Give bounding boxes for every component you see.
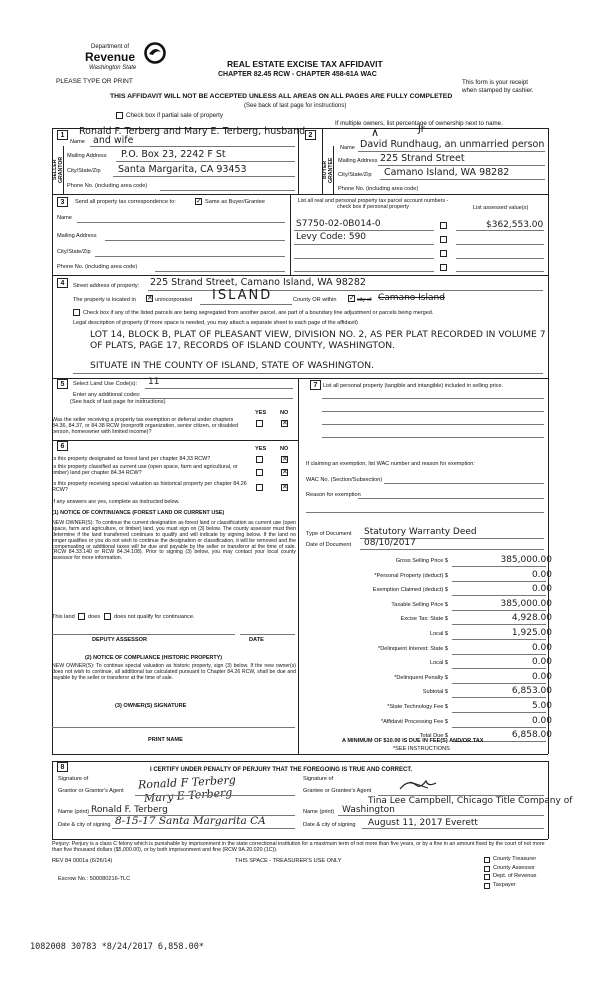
parcel4-personal-checkbox[interactable]	[440, 264, 447, 271]
corr-mail-label: Mailing Address	[57, 233, 97, 239]
parcel1-personal-checkbox[interactable]	[440, 222, 447, 229]
segregated-checkbox[interactable]	[73, 309, 80, 316]
assessed-value-1: $362,553.00	[486, 220, 544, 230]
deputy-assessor-label: DEPUTY ASSESSOR	[92, 637, 148, 643]
seller-phone-label: Phone No. (including area code)	[67, 183, 148, 189]
buyer-mail-label: Mailing Address	[338, 158, 378, 164]
grantor-print-label: Name (print)	[58, 809, 90, 815]
city-of-value: Camano Island	[378, 293, 445, 303]
tax-row-value: 5.00	[531, 701, 552, 711]
s6-yes-header: YES	[255, 446, 267, 452]
receipt-note2: when stamped by cashier.	[462, 87, 534, 94]
distribution-label: County Treasurer	[493, 856, 537, 862]
tax-row-line	[452, 566, 546, 567]
seller-grantor-label: SELLER GRANTOR	[52, 156, 64, 184]
owner-signature-label: (3) OWNER(S) SIGNATURE	[115, 703, 187, 709]
unincorporated-checkbox[interactable]: ✕	[147, 295, 153, 302]
buyer-name-caret: ∧	[371, 127, 380, 139]
certify-statement: I CERTIFY UNDER PENALTY OF PERJURY THAT THE FOREGOING IS TRUE AND CORRECT.	[150, 767, 413, 773]
segregated-label: Check box if any of the listed parcels are being segregated from another parcel, are part of a boundary line adjustment or parcels being merged.	[83, 310, 434, 316]
warning-text: THIS AFFIDAVIT WILL NOT BE ACCEPTED UNLESS ALL AREAS ON ALL PAGES ARE FULLY COMPLETED	[110, 93, 453, 100]
buyer-grantee-label: BUYER GRANTEE	[322, 157, 334, 183]
section6-number: 6	[57, 441, 68, 451]
parcel2-personal-checkbox[interactable]	[440, 236, 447, 243]
legal-description-label: Legal description of property (if more space is needed, you may attach a separate sheet to each page of the affidavit)	[73, 320, 358, 326]
send-correspondence-label: Send all property tax correspondence to:	[75, 199, 176, 205]
distribution-label: Taxpayer	[493, 881, 516, 888]
tax-row-value: 0.00	[531, 715, 552, 726]
land-does-not-label: does not qualify for continuance.	[114, 614, 195, 620]
distribution-checkbox[interactable]	[484, 874, 490, 880]
tax-row-label: *State Technology Fee $	[387, 704, 448, 710]
tax-row-label: *Affidavit Processing Fee $	[380, 718, 448, 725]
additional-codes-note: (See back of last page for instructions)	[70, 399, 166, 405]
tax-row-label: *Personal Property (deduct) $	[374, 572, 448, 579]
assessed-header: List assessed value(s)	[473, 205, 529, 211]
distribution-checkbox[interactable]	[484, 883, 490, 889]
doc-date-label: Date of Document	[306, 542, 352, 548]
s6-q3-no[interactable]: ✕	[282, 484, 288, 491]
tax-row-value: 0.00	[531, 671, 552, 682]
wac-label: WAC No. (Section/Subsection)	[306, 477, 383, 483]
tax-row-label: Local $	[429, 660, 448, 667]
seller-city-label: City/State/Zip	[67, 168, 101, 174]
parcel-number-1: S7750-02-0B014-0	[296, 219, 381, 229]
s5-no-checkbox[interactable]: ✕	[282, 420, 288, 427]
agency-line2: Revenue	[85, 50, 136, 64]
unincorporated-label: unincorporated	[155, 297, 193, 303]
tax-row-label: Taxable Selling Price $	[391, 601, 448, 608]
distribution-label: Dept. of Revenue	[493, 873, 537, 880]
grantor-print-value: Ronald F. Terberg	[91, 805, 168, 815]
levy-code: Levy Code: 590	[296, 232, 367, 242]
distribution-checkbox[interactable]	[484, 857, 490, 863]
tax-row-line	[452, 683, 546, 684]
section1-number: 1	[57, 130, 68, 140]
s5-yes-checkbox[interactable]	[256, 420, 263, 427]
land-use-value: 11	[148, 377, 160, 387]
print-note: PLEASE TYPE OR PRINT	[56, 78, 133, 85]
seller-name-line2: and wife	[93, 135, 134, 146]
corr-phone-label: Phone No. (including area code)	[57, 264, 138, 270]
recording-stamp: 1082008 30783 *8/24/2017 6,858.00*	[30, 942, 204, 952]
tax-row-line	[452, 610, 546, 611]
tax-row-line	[452, 624, 546, 625]
s6-current-use-question: Is this property classified as current use (open space, farm and agricultural, or timber) land per chapter 84.34 RCW?	[52, 464, 238, 477]
seller-name-label: Name	[70, 139, 85, 145]
land-use-label: Select Land Use Code(s):	[73, 381, 138, 387]
escrow-number: Escrow No.: 500080216-TLC	[58, 876, 131, 882]
section5-number: 5	[57, 379, 68, 389]
notice-continuance-title: (1) NOTICE OF CONTINUANCE (FOREST LAND OR CURRENT USE)	[52, 510, 225, 516]
grantee-signature-label: Signature of	[303, 776, 334, 782]
notice-compliance-text: NEW OWNER(S): To continue special valuation as historic property, sign (3) below. If the new owner(s) does not wish to continue, all additional tax calculated pursuant to Chapter 84.26 RCW, shall be due and payable by the seller or transferor at the time of sale.	[52, 663, 296, 681]
notice-continuance-text: NEW OWNER(S): To continue the current designation as forest land or classification as current use (open space, farm and agriculture, or timber) land, you must sign on (3) below. The county assessor must then determine if the land transferred continues to qualify and will indicate by signing below. If the land no longer qualifies or you do not wish to continue the designation or classification, it will be removed and the compensating or additional taxes will be due and payable by the seller or transferor at the time of sale. (RCW 84.33.140 or RCW 84.34.108). Prior to signing (3) below, you may contact your local county assessor for more information.	[52, 520, 296, 562]
city-of-label: city of	[357, 297, 372, 303]
section4-number: 4	[57, 278, 68, 288]
exemption-label: If claiming an exemption, list WAC number and reason for exemption:	[306, 461, 475, 467]
buyer-name-note: Jr	[418, 124, 425, 135]
agency-line1: Department of	[91, 44, 130, 50]
land-does-label: does	[88, 614, 101, 620]
tax-row-label: *Delinquent Interest: State $	[378, 645, 448, 652]
dor-swirl-icon	[144, 42, 166, 64]
tax-row-value: 4,928.00	[511, 613, 552, 624]
tax-row-line	[452, 581, 546, 582]
form-revision: REV 84 0001a (6/26/14)	[52, 858, 113, 864]
seller-mail-label: Mailing Address	[67, 153, 107, 159]
s6-q1-no[interactable]: ✕	[282, 456, 288, 463]
same-as-buyer-checkbox[interactable]: ✓	[196, 198, 202, 205]
treasurer-space-label: THIS SPACE - TREASURER'S USE ONLY	[235, 858, 342, 864]
doc-type-label: Type of Document	[306, 531, 352, 537]
tax-row-line	[452, 668, 546, 669]
grantor-agent-label: Grantor or Grantor's Agent	[58, 788, 124, 794]
tax-row-value: 385,000.00	[500, 598, 552, 609]
form-chapter: CHAPTER 82.45 RCW - CHAPTER 458-61A WAC	[218, 71, 377, 78]
grantor-signature-label: Signature of	[58, 776, 89, 782]
s6-no-header: NO	[280, 446, 289, 452]
grantor-date-label: Date & city of signing	[58, 822, 111, 828]
if-yes-note: If any answers are yes, complete as instructed below.	[52, 499, 180, 505]
see-instructions-note: *SEE INSTRUCTIONS	[393, 746, 450, 752]
tax-row-line	[452, 697, 546, 698]
partial-sale-checkbox[interactable]	[116, 112, 123, 119]
tax-row-line	[452, 712, 546, 713]
tax-row-line	[452, 654, 546, 655]
s6-q2-yes[interactable]	[256, 469, 263, 476]
s5-yes-header: YES	[255, 410, 267, 416]
corr-city-label: City/State/Zip	[57, 249, 91, 255]
additional-codes-label: Enter any additional codes:	[73, 392, 141, 398]
grantee-print-value2: Washington	[342, 805, 395, 815]
tax-row-label: Gross Selling Price $	[395, 558, 448, 564]
same-as-buyer-label: Same as Buyer/Grantee	[205, 199, 266, 205]
buyer-city-label: City/State/Zip	[338, 172, 372, 178]
exemption-reason-label: Reason for exemption	[306, 492, 361, 498]
tax-row-label: Total Due $	[419, 733, 448, 740]
land-does-not-checkbox[interactable]	[104, 613, 111, 620]
legal-line3: SITUATE IN THE COUNTY OF ISLAND, STATE OF WASHINGTON.	[90, 360, 374, 371]
grantee-date-value: August 11, 2017 Everett	[368, 818, 478, 828]
grantor-signature-2: Mary E Terberg	[143, 785, 233, 806]
distribution-checkbox[interactable]	[484, 866, 490, 872]
section3-number: 3	[57, 197, 68, 207]
s6-q1-yes[interactable]	[256, 456, 263, 463]
tax-row-value: 0.00	[531, 642, 552, 653]
partial-sale-label: Check box if partial sale of property	[126, 112, 223, 119]
legal-line2: OF PLATS, PAGE 17, RECORDS OF ISLAND COUNTY, WASHINGTON.	[90, 340, 396, 351]
minimum-due-note: A MINIMUM OF $10.00 IS DUE IN FEE(S) AND/OR TAX	[342, 738, 484, 744]
land-qualify-label: This land	[52, 614, 75, 620]
tax-row-value: 1,925.00	[511, 628, 552, 638]
buyer-phone-label: Phone No. (including area code)	[338, 186, 419, 192]
legal-line1: LOT 14, BLOCK B, PLAT OF PLEASANT VIEW, DIVISION NO. 2, AS PER PLAT RECORDED IN VOLUME 7	[90, 329, 546, 340]
personal-property-label: List all personal property (tangible and intangible) included in selling price.	[323, 383, 504, 389]
located-in-label: The property is located in	[73, 297, 136, 303]
tax-row-line	[452, 595, 546, 596]
land-does-checkbox[interactable]	[78, 613, 85, 620]
grantee-print-label: Name (print)	[303, 809, 335, 815]
buyer-name-label: Name	[340, 145, 355, 151]
print-name-label: PRINT NAME	[148, 737, 183, 743]
deputy-date-label: DATE	[249, 637, 264, 643]
tax-row-label: Excise Tax: State $	[400, 616, 448, 623]
grantee-print-value1: Tina Lee Campbell, Chicago Title Company of	[368, 796, 573, 806]
receipt-note: This form is your receipt	[462, 79, 529, 86]
grantee-signature-icon	[398, 777, 438, 793]
doc-type-value: Statutory Warranty Deed	[364, 527, 477, 537]
tax-row-line	[452, 639, 546, 640]
corr-name-label: Name	[57, 215, 72, 221]
tax-row-value: 385,000.00	[500, 555, 552, 565]
buyer-name-value: David Rundhaug, an unmarried person	[360, 139, 545, 150]
tax-row-label: Subtotal $	[422, 689, 448, 696]
section8-number: 8	[57, 762, 68, 772]
city-of-checkbox[interactable]: ✓	[349, 295, 355, 302]
tax-row-value: 0.00	[531, 657, 552, 668]
tax-row-label: Exemption Claimed (deduct) $	[372, 587, 448, 594]
doc-date-value: 08/10/2017	[364, 538, 416, 548]
grantor-signature-1: Ronald F Terberg	[137, 773, 237, 792]
s6-q3-yes[interactable]	[256, 484, 263, 491]
county-or-within-label: County OR within	[293, 297, 337, 303]
grantor-date-value: 8-15-17 Santa Margarita CA	[115, 815, 266, 827]
county-handwritten: ISLAND	[212, 288, 273, 303]
parcel3-personal-checkbox[interactable]	[440, 250, 447, 257]
tax-row-label: Local $	[429, 631, 448, 637]
s6-historic-question: Is this property receiving special valuation as historical property per chapter 84.26 RCW?	[52, 481, 247, 494]
tax-row-label: *Delinquent Penalty $	[394, 674, 448, 681]
agency-line3: Washington State	[89, 65, 137, 71]
form-title: REAL ESTATE EXCISE TAX AFFIDAVIT	[227, 59, 383, 69]
s6-forest-question: Is this property designated as forest land per chapter 84.33 RCW?	[52, 456, 211, 462]
section7-number: 7	[310, 380, 321, 390]
section2-number: 2	[305, 130, 316, 140]
s6-q2-no[interactable]: ✕	[282, 469, 288, 476]
perjury-notice: Perjury: Perjury is a class C felony which is punishable by imprisonment in the state correctional institution for a maximum term of not more than five years, or by a fine in an amount fixed by the court of not more than five thousand dollars ($5,000.00), or by both imprisonment and fine (RCW 9A.20.020 (1C)).	[52, 841, 545, 854]
tax-row-value: 0.00	[531, 569, 552, 580]
tax-row-value: 0.00	[531, 584, 552, 595]
tax-row-line	[452, 727, 546, 728]
tax-row-value: 6,853.00	[511, 686, 552, 697]
dor-logo	[85, 42, 170, 82]
street-address-value: 225 Strand Street, Camano Island, WA 98282	[150, 277, 366, 288]
street-address-label: Street address of property:	[73, 283, 140, 289]
distribution-label: County Assessor	[493, 864, 535, 871]
buyer-mail-value: 225 Strand Street	[380, 153, 465, 164]
grantee-date-label: Date & city of signing	[303, 822, 356, 828]
seller-name-line1: Ronald F. Terberg and Mary E. Terberg, husband	[79, 126, 306, 137]
seller-city-value: Santa Margarita, CA 93453	[118, 164, 247, 175]
parcel-header: List all real and personal property tax parcel account numbers - check box if personal property	[297, 198, 449, 211]
s5-no-header: NO	[280, 410, 289, 416]
notice-compliance-title: (2) NOTICE OF COMPLIANCE (HISTORIC PROPERTY)	[85, 655, 223, 661]
multiple-owners-note: If multiple owners, list percentage of ownership next to name.	[335, 120, 503, 127]
s5-exemption-question: Was the seller receiving a property tax exemption or deferral under chapters 84.36, 84.37, or 84.38 RCW (nonprofit organization, senior citizen, or disabled person, homeowner with limited income)?	[52, 417, 239, 436]
buyer-city-value: Camano Island, WA 98282	[384, 167, 510, 178]
tax-row-value: 6,858.00	[511, 730, 552, 741]
grantee-agent-label: Grantee or Grantee's Agent	[303, 788, 372, 794]
see-back-note: (See back of last page for instructions)	[244, 103, 347, 109]
seller-mail-value: P.O. Box 23, 2242 F St	[121, 149, 226, 160]
